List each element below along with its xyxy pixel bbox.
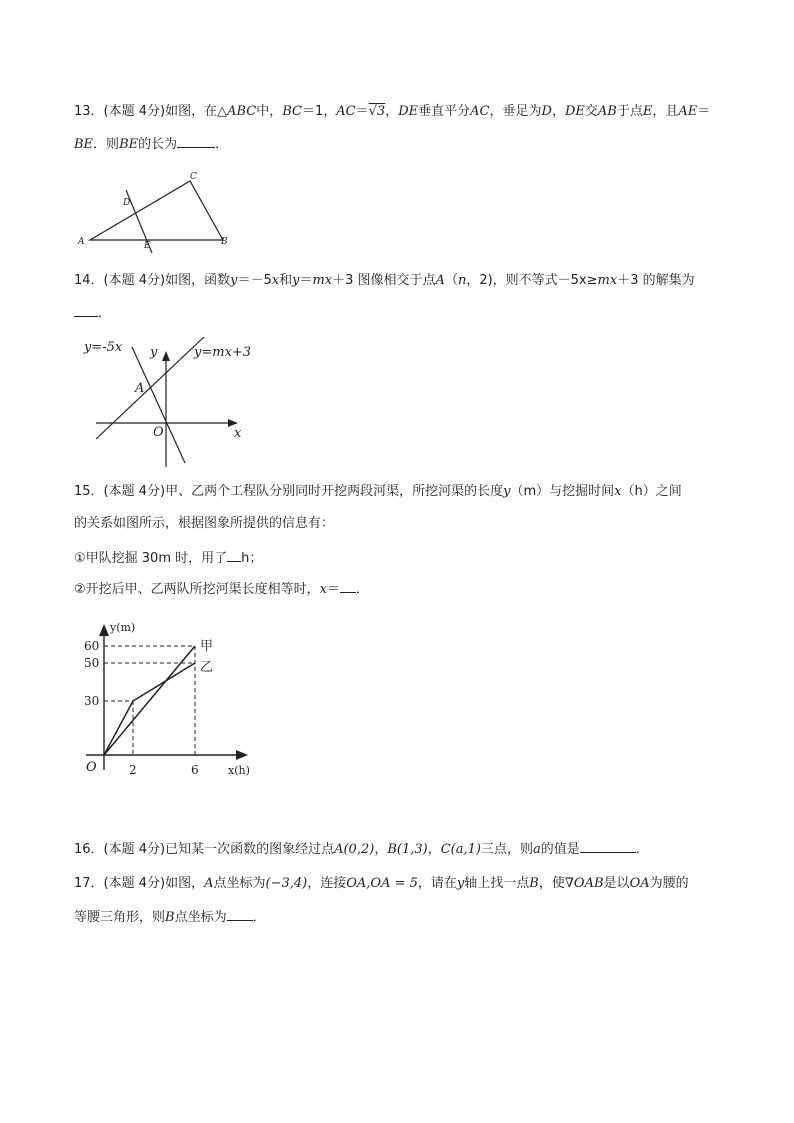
q13-figure [70, 165, 240, 257]
q17-line1: 17．(本题 4分)如图，A点坐标为(−3,4)，连接OA,OA = 5，请在y轴上找一点B，使∇OAB是以OA为腰的 [74, 876, 689, 891]
x-arrow [236, 750, 248, 760]
q15-line4: ②开挖后甲、乙两队所挖河渠长度相等时，x＝ ． [74, 582, 370, 597]
label-y-neg5x: y=-5x [84, 340, 123, 355]
answer-blank-15-2[interactable] [340, 580, 356, 593]
q14-line2: ． [74, 304, 111, 322]
xtick-2: 2 [129, 763, 137, 777]
label-b: B [221, 237, 228, 247]
origin-label: O [86, 760, 97, 775]
ytick-30: 30 [84, 694, 100, 708]
y-arrow [99, 624, 109, 636]
q14-line1: 14．(本题 4分)如图，函数y＝－5x和y＝mx＋3 图像相交于点A（n，2)，则不等式－5x≥mx＋3 的解集为 [74, 273, 695, 288]
label-y-mx3: y=mx+3 [194, 345, 252, 360]
label-c: C [190, 172, 197, 182]
ytick-60: 60 [84, 639, 100, 653]
xtick-6: 6 [191, 763, 199, 777]
ytick-50: 50 [84, 656, 100, 670]
sqrt3: √3 [368, 104, 386, 119]
answer-blank-16[interactable] [580, 840, 636, 853]
series-jia [104, 646, 195, 755]
q13-line2: BE．则BE的长为 ． [74, 137, 229, 152]
q15-figure [80, 618, 270, 783]
answer-blank-14[interactable] [74, 304, 98, 317]
q14-figure [80, 335, 260, 470]
label-a: A [135, 381, 145, 396]
label-d: D [123, 198, 131, 208]
q15-line1: 15．(本题 4分)甲、乙两个工程队分别同时开挖两段河渠，所挖河渠的长度y（m）与挖掘时间x（h）之间 [74, 484, 682, 499]
label-x: x [234, 426, 242, 441]
q16-line1: 16．(本题 4分)已知某一次函数的图象经过点A(0,2)，B(1,3)，C(a,1)三点，则a的值是 ． [74, 842, 649, 857]
label-o: O [153, 425, 164, 440]
y-arrow [162, 351, 170, 361]
answer-blank-17[interactable] [227, 908, 253, 921]
x-axis-label: x(h) [228, 764, 250, 777]
q17-line2: 等腰三角形，则B点坐标为 ． [74, 910, 266, 925]
series-label-yi: 乙 [200, 660, 214, 675]
label-e: E [144, 241, 151, 251]
q13-line1: 13．(本题 4分)如图，在△ABC中，BC＝1，AC＝√3，DE垂直平分AC，垂足为D，DE交AB于点E，且AE＝ [74, 104, 711, 119]
series-label-jia: 甲 [200, 639, 214, 654]
label-y: y [150, 345, 158, 360]
q15-line2: 的关系如图所示，根据图象所提供的信息有： [74, 516, 335, 531]
answer-blank-13[interactable] [177, 135, 215, 148]
triangle-abc [90, 181, 223, 240]
q15-line3: ①甲队挖掘 30m 时，用了 h； [74, 551, 263, 566]
label-a: A [78, 237, 85, 247]
series-yi [104, 663, 195, 755]
y-axis-label: y(m) [110, 621, 136, 634]
answer-blank-15-1[interactable] [227, 549, 241, 562]
line-y-neg5x [132, 347, 185, 463]
